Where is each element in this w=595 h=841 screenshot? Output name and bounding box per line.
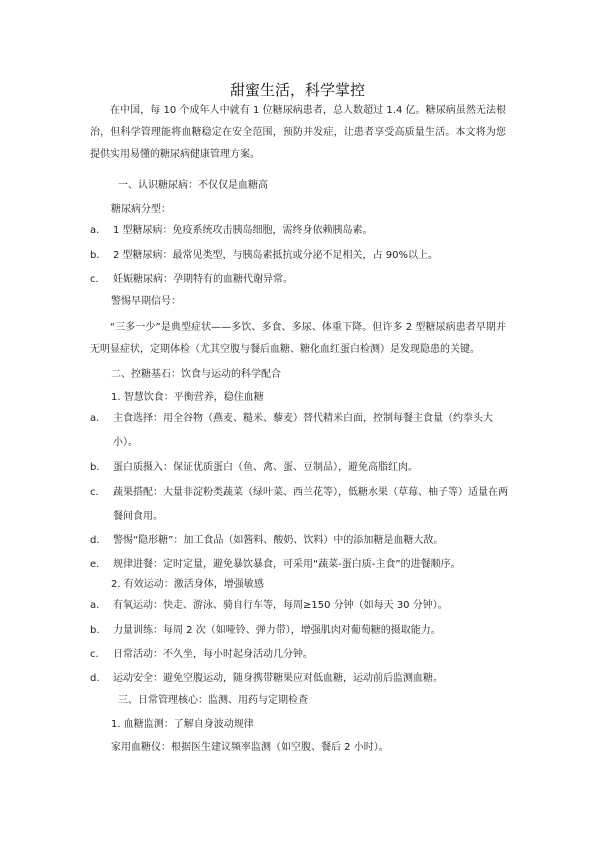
diet-subheading: 1. 智慧饮食：平衡营养，稳住血糖	[111, 392, 264, 403]
list-marker: c.	[90, 649, 99, 660]
list-text: 运动安全：避免空腹运动，随身携带糖果应对低血糖，运动前后监测血糖。	[113, 673, 443, 684]
list-item	[90, 481, 508, 529]
list-marker: b.	[90, 462, 100, 473]
list-marker: e.	[90, 559, 100, 570]
section-1-heading: 一、认识糖尿病：不仅仅是血糖高	[118, 180, 268, 191]
list-text: 妊娠糖尿病：孕期特有的血糖代谢异常。	[113, 274, 293, 285]
list-text: 规律进餐：定时定量，避免暴饮暴食，可采用“蔬菜-蛋白质-主食”的进餐顺序。	[113, 559, 461, 570]
list-text: 蛋白质摄入：保证优质蛋白（鱼、禽、蛋、豆制品），避免高脂红肉。	[113, 462, 418, 473]
list-text: 力量训练：每周 2 次（如哑铃、弹力带），增强肌肉对葡萄糖的摄取能力。	[113, 625, 441, 636]
list-item	[90, 553, 508, 577]
list-text: 有氧运动：快走、游泳、骑自行车等，每周≥150 分钟（如每天 30 分钟）。	[113, 600, 448, 611]
list-item	[90, 619, 508, 643]
intro-paragraph: 在中国，每 10 个成年人中就有 1 位糖尿病患者，总人数超过 1.4 亿。糖尿病虽然无法根治，但科学管理能将血糖稳定在安全范围，预防并发症，让患者享受高质量生活。本文将为您提供实用易懂的糖尿病健康管理方案。	[90, 105, 506, 160]
monitoring-subheading: 1. 血糖监测：了解自身波动规律	[111, 719, 254, 730]
list-marker: c.	[90, 487, 99, 498]
list-item	[90, 529, 508, 553]
list-text: 蔬果搭配：大量非淀粉类蔬菜（绿叶菜、西兰花等），低糖水果（草莓、柚子等）适量在两餐间食用。	[113, 487, 508, 522]
list-item	[90, 643, 508, 667]
diabetes-types-label: 糖尿病分型：	[111, 204, 171, 215]
list-text: 日常活动：不久坐，每小时起身活动几分钟。	[113, 649, 313, 660]
list-item	[90, 594, 508, 618]
list-text: 主食选择：用全谷物（燕麦、糙米、藜麦）替代精米白面，控制每餐主食量（约拳头大小）。	[113, 413, 493, 448]
section-2-heading: 二、控糖基石：饮食与运动的科学配合	[111, 369, 281, 380]
list-marker: a.	[90, 225, 100, 236]
list-item	[90, 407, 508, 455]
list-item	[90, 219, 508, 243]
list-marker: b.	[90, 250, 100, 261]
list-marker: a.	[90, 413, 100, 424]
document-title: 甜蜜生活，科学掌控	[229, 81, 365, 99]
list-text: 警惕“隐形糖”：加工食品（如酱料、酸奶、饮料）中的添加糖是血糖大敌。	[113, 535, 444, 546]
list-item	[90, 268, 508, 292]
list-marker: d.	[90, 535, 100, 546]
list-text: 2 型糖尿病：最常见类型，与胰岛素抵抗或分泌不足相关，占 90%以上。	[113, 250, 438, 261]
list-text: 1 型糖尿病：免疫系统攻击胰岛细胞，需终身依赖胰岛素。	[113, 225, 373, 236]
list-marker: d.	[90, 673, 100, 684]
early-signs-paragraph: “三多一少”是典型症状——多饮、多食、多尿、体重下降。但许多 2 型糖尿病患者早期并无明显症状，定期体检（尤其空腹与餐后血糖、糖化血红蛋白检测）是发现隐患的关键。	[90, 322, 506, 355]
list-item	[90, 667, 508, 691]
exercise-subheading: 2. 有效运动：激活身体，增强敏感	[111, 579, 264, 590]
early-signs-label: 警惕早期信号：	[111, 296, 181, 307]
list-marker: b.	[90, 625, 100, 636]
list-marker: a.	[90, 600, 100, 611]
section-3-heading: 三、日常管理核心：监测、用药与定期检查	[118, 695, 308, 706]
home-monitor-line: 家用血糖仪：根据医生建议频率监测（如空腹、餐后 2 小时）。	[111, 742, 389, 753]
list-item	[90, 456, 508, 480]
list-item	[90, 244, 508, 268]
list-marker: c.	[90, 274, 99, 285]
